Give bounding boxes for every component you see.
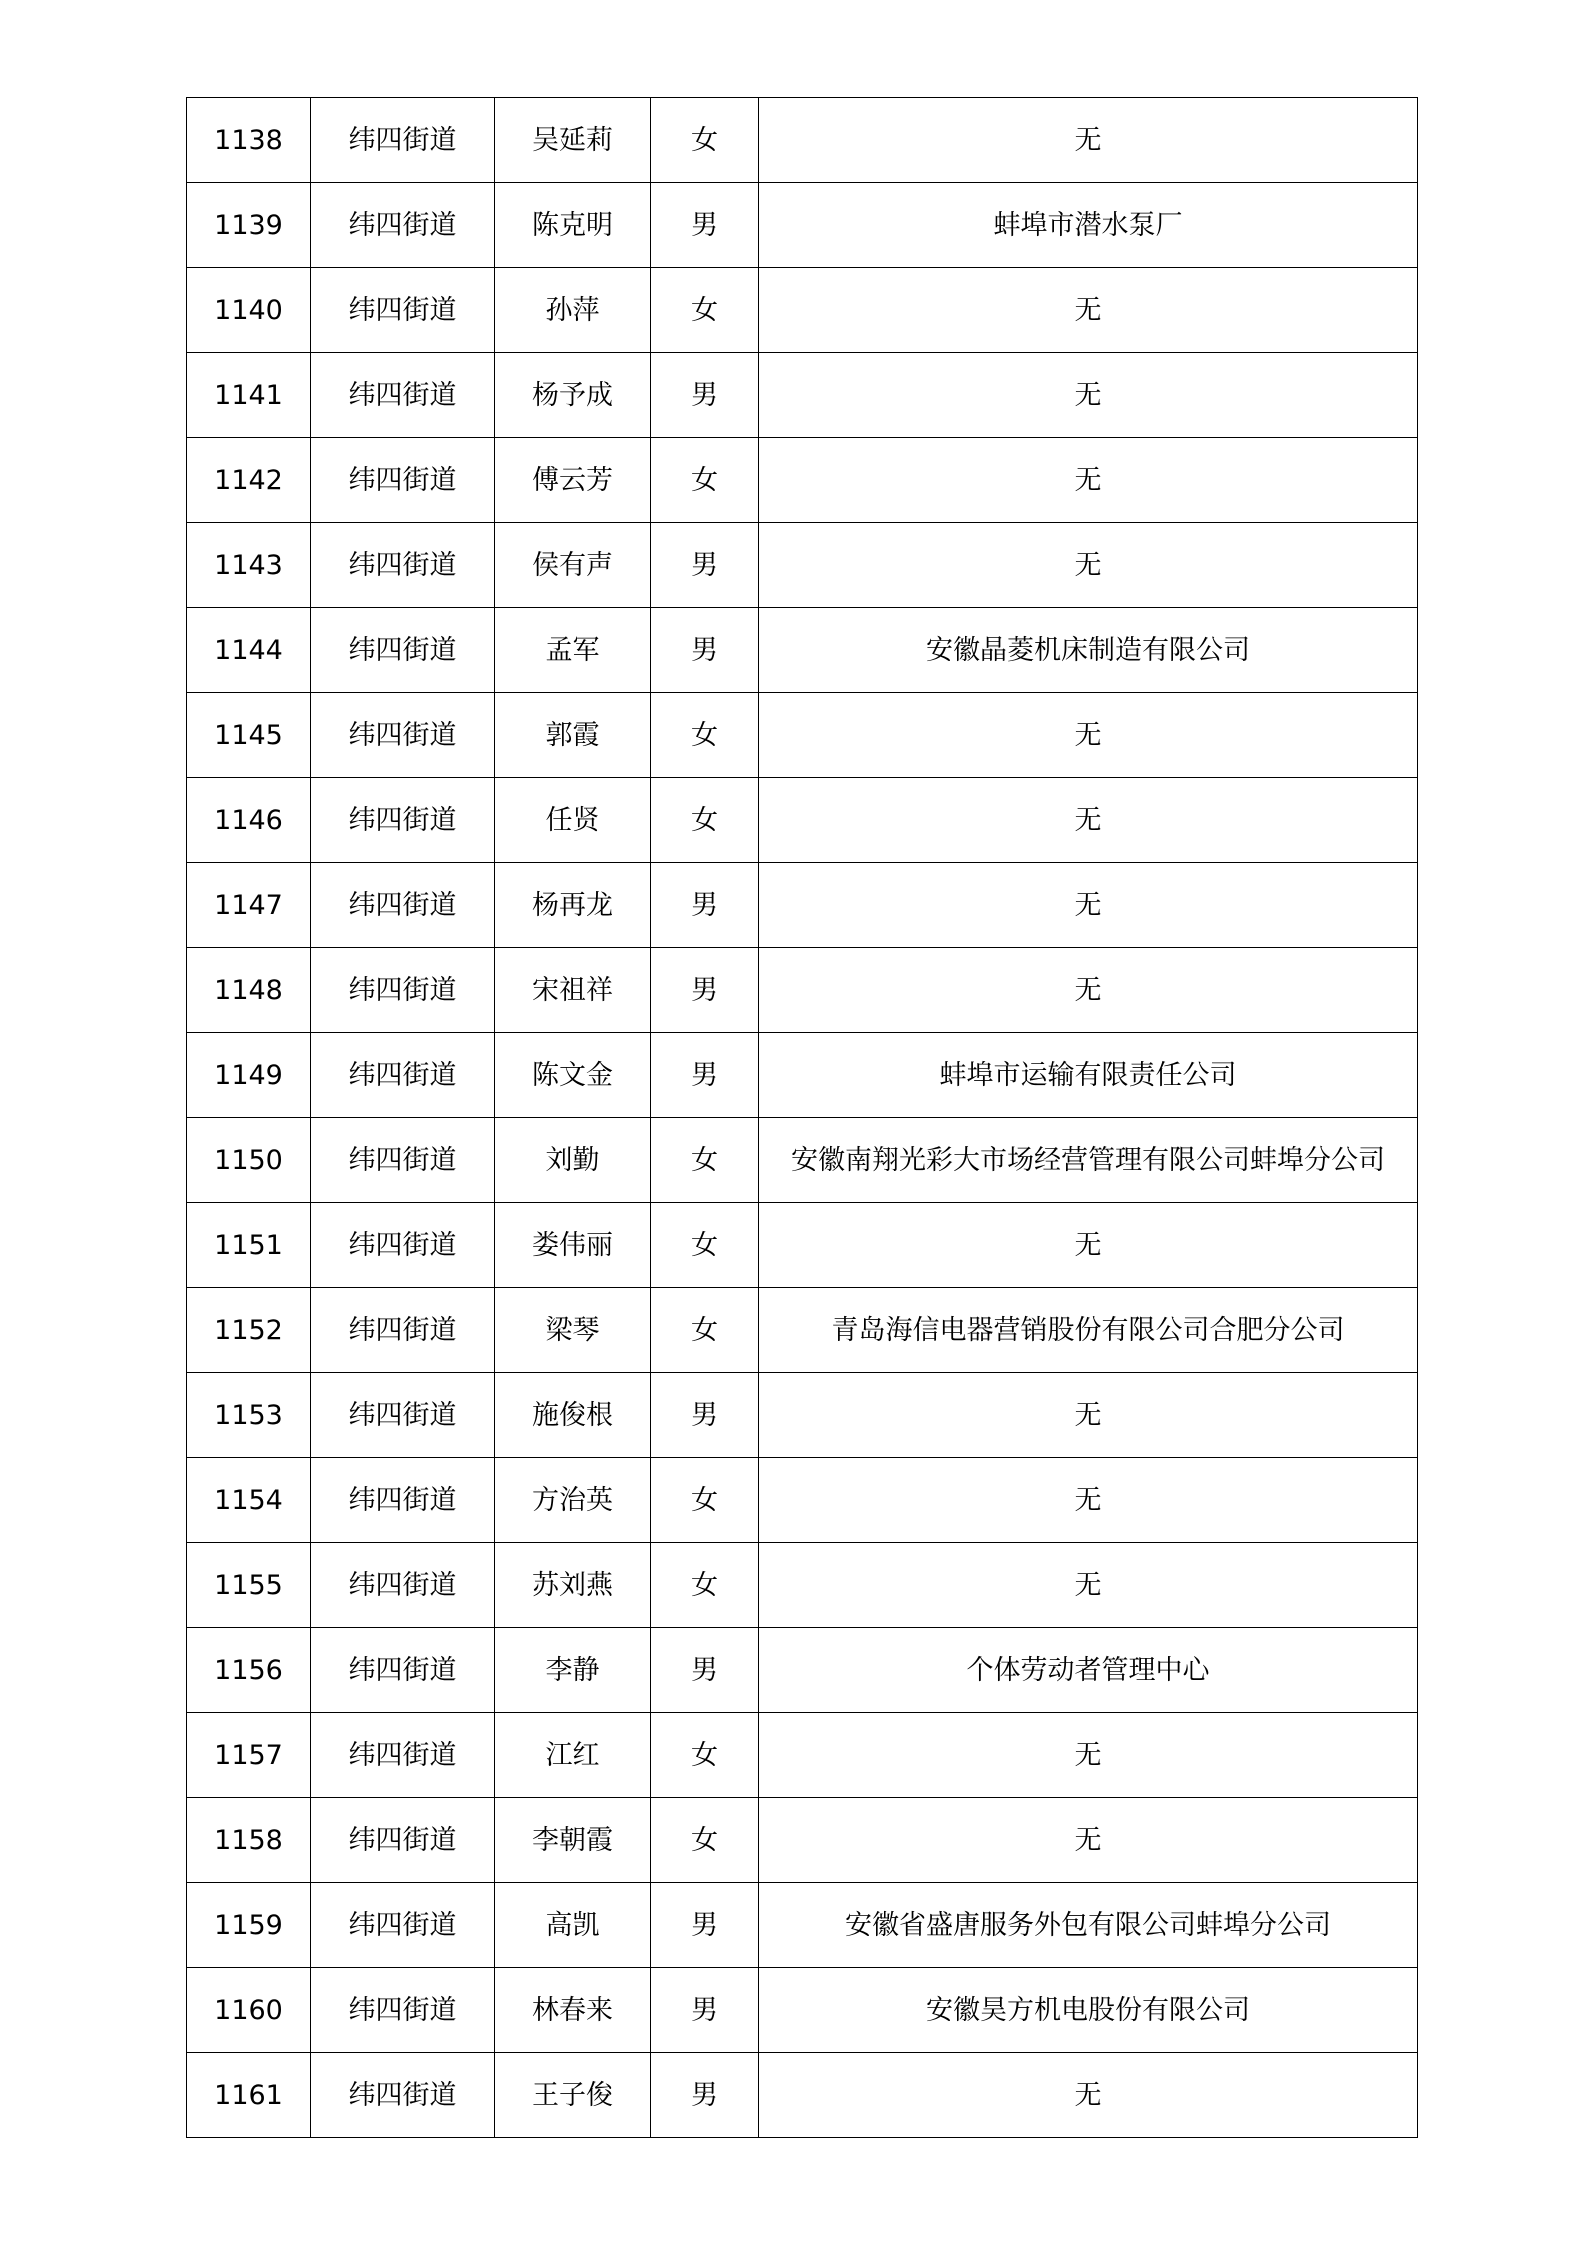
- serial-number-cell: 1138: [187, 98, 311, 183]
- street-cell: 纬四街道: [311, 183, 495, 268]
- organization-cell: 青岛海信电器营销股份有限公司合肥分公司: [759, 1288, 1418, 1373]
- organization-cell: 无: [759, 523, 1418, 608]
- table-row: [187, 1798, 1418, 1883]
- gender-cell: 男: [651, 1628, 759, 1713]
- street-cell: 纬四街道: [311, 353, 495, 438]
- street-cell: 纬四街道: [311, 1373, 495, 1458]
- table-row: [187, 1543, 1418, 1628]
- gender-cell: 男: [651, 353, 759, 438]
- organization-cell: 个体劳动者管理中心: [759, 1628, 1418, 1713]
- table-row: [187, 608, 1418, 693]
- serial-number-cell: 1149: [187, 1033, 311, 1118]
- roster-table: [186, 97, 1418, 2138]
- table-row: [187, 268, 1418, 353]
- name-cell: 侯有声: [495, 523, 651, 608]
- table-row: [187, 2053, 1418, 2138]
- serial-number-cell: 1160: [187, 1968, 311, 2053]
- gender-cell: 女: [651, 1458, 759, 1543]
- gender-cell: 女: [651, 778, 759, 863]
- street-cell: 纬四街道: [311, 1968, 495, 2053]
- name-cell: 刘勤: [495, 1118, 651, 1203]
- street-cell: 纬四街道: [311, 778, 495, 863]
- table-row: [187, 1968, 1418, 2053]
- gender-cell: 女: [651, 1203, 759, 1288]
- name-cell: 任贤: [495, 778, 651, 863]
- gender-cell: 女: [651, 1288, 759, 1373]
- street-cell: 纬四街道: [311, 1288, 495, 1373]
- organization-cell: 无: [759, 438, 1418, 523]
- gender-cell: 女: [651, 98, 759, 183]
- organization-cell: 安徽晶菱机床制造有限公司: [759, 608, 1418, 693]
- serial-number-cell: 1140: [187, 268, 311, 353]
- serial-number-cell: 1152: [187, 1288, 311, 1373]
- name-cell: 江红: [495, 1713, 651, 1798]
- street-cell: 纬四街道: [311, 1033, 495, 1118]
- gender-cell: 男: [651, 523, 759, 608]
- gender-cell: 女: [651, 693, 759, 778]
- name-cell: 娄伟丽: [495, 1203, 651, 1288]
- name-cell: 杨予成: [495, 353, 651, 438]
- serial-number-cell: 1143: [187, 523, 311, 608]
- organization-cell: 无: [759, 98, 1418, 183]
- name-cell: 陈克明: [495, 183, 651, 268]
- name-cell: 郭霞: [495, 693, 651, 778]
- gender-cell: 男: [651, 608, 759, 693]
- table-row: [187, 1288, 1418, 1373]
- serial-number-cell: 1157: [187, 1713, 311, 1798]
- roster-body: [187, 98, 1418, 2138]
- organization-cell: 安徽南翔光彩大市场经营管理有限公司蚌埠分公司: [759, 1118, 1418, 1203]
- name-cell: 高凯: [495, 1883, 651, 1968]
- street-cell: 纬四街道: [311, 863, 495, 948]
- organization-cell: 无: [759, 863, 1418, 948]
- gender-cell: 男: [651, 1373, 759, 1458]
- table-row: [187, 98, 1418, 183]
- table-row: [187, 523, 1418, 608]
- organization-cell: 无: [759, 2053, 1418, 2138]
- gender-cell: 男: [651, 183, 759, 268]
- gender-cell: 女: [651, 268, 759, 353]
- table-row: [187, 1883, 1418, 1968]
- serial-number-cell: 1151: [187, 1203, 311, 1288]
- gender-cell: 女: [651, 1798, 759, 1883]
- gender-cell: 女: [651, 1713, 759, 1798]
- name-cell: 吴延莉: [495, 98, 651, 183]
- serial-number-cell: 1144: [187, 608, 311, 693]
- table-row: [187, 863, 1418, 948]
- table-row: [187, 1033, 1418, 1118]
- name-cell: 苏刘燕: [495, 1543, 651, 1628]
- organization-cell: 无: [759, 1713, 1418, 1798]
- gender-cell: 男: [651, 863, 759, 948]
- street-cell: 纬四街道: [311, 1118, 495, 1203]
- organization-cell: 无: [759, 353, 1418, 438]
- name-cell: 杨再龙: [495, 863, 651, 948]
- organization-cell: 无: [759, 948, 1418, 1033]
- serial-number-cell: 1154: [187, 1458, 311, 1543]
- serial-number-cell: 1142: [187, 438, 311, 523]
- serial-number-cell: 1148: [187, 948, 311, 1033]
- street-cell: 纬四街道: [311, 693, 495, 778]
- street-cell: 纬四街道: [311, 1883, 495, 1968]
- serial-number-cell: 1158: [187, 1798, 311, 1883]
- street-cell: 纬四街道: [311, 608, 495, 693]
- serial-number-cell: 1141: [187, 353, 311, 438]
- table-row: [187, 1713, 1418, 1798]
- serial-number-cell: 1156: [187, 1628, 311, 1713]
- table-row: [187, 183, 1418, 268]
- table-row: [187, 1458, 1418, 1543]
- street-cell: 纬四街道: [311, 523, 495, 608]
- serial-number-cell: 1155: [187, 1543, 311, 1628]
- serial-number-cell: 1150: [187, 1118, 311, 1203]
- organization-cell: 无: [759, 1543, 1418, 1628]
- organization-cell: 无: [759, 1798, 1418, 1883]
- organization-cell: 蚌埠市潜水泵厂: [759, 183, 1418, 268]
- name-cell: 宋祖祥: [495, 948, 651, 1033]
- table-row: [187, 1373, 1418, 1458]
- gender-cell: 女: [651, 438, 759, 523]
- gender-cell: 男: [651, 2053, 759, 2138]
- organization-cell: 无: [759, 1458, 1418, 1543]
- table-row: [187, 948, 1418, 1033]
- organization-cell: 无: [759, 778, 1418, 863]
- table-row: [187, 1203, 1418, 1288]
- street-cell: 纬四街道: [311, 1713, 495, 1798]
- table-row: [187, 1118, 1418, 1203]
- organization-cell: 安徽昊方机电股份有限公司: [759, 1968, 1418, 2053]
- name-cell: 方治英: [495, 1458, 651, 1543]
- serial-number-cell: 1159: [187, 1883, 311, 1968]
- name-cell: 孙萍: [495, 268, 651, 353]
- name-cell: 林春来: [495, 1968, 651, 2053]
- table-row: [187, 438, 1418, 523]
- table-row: [187, 693, 1418, 778]
- name-cell: 梁琴: [495, 1288, 651, 1373]
- gender-cell: 女: [651, 1118, 759, 1203]
- street-cell: 纬四街道: [311, 948, 495, 1033]
- street-cell: 纬四街道: [311, 98, 495, 183]
- table-row: [187, 1628, 1418, 1713]
- table-row: [187, 353, 1418, 438]
- organization-cell: 无: [759, 693, 1418, 778]
- name-cell: 傅云芳: [495, 438, 651, 523]
- name-cell: 施俊根: [495, 1373, 651, 1458]
- name-cell: 陈文金: [495, 1033, 651, 1118]
- name-cell: 李静: [495, 1628, 651, 1713]
- table-row: [187, 778, 1418, 863]
- street-cell: 纬四街道: [311, 268, 495, 353]
- serial-number-cell: 1145: [187, 693, 311, 778]
- serial-number-cell: 1146: [187, 778, 311, 863]
- serial-number-cell: 1147: [187, 863, 311, 948]
- gender-cell: 男: [651, 948, 759, 1033]
- street-cell: 纬四街道: [311, 1458, 495, 1543]
- serial-number-cell: 1161: [187, 2053, 311, 2138]
- name-cell: 王子俊: [495, 2053, 651, 2138]
- organization-cell: 无: [759, 1373, 1418, 1458]
- organization-cell: 无: [759, 268, 1418, 353]
- street-cell: 纬四街道: [311, 1543, 495, 1628]
- name-cell: 孟军: [495, 608, 651, 693]
- name-cell: 李朝霞: [495, 1798, 651, 1883]
- serial-number-cell: 1153: [187, 1373, 311, 1458]
- organization-cell: 无: [759, 1203, 1418, 1288]
- street-cell: 纬四街道: [311, 1203, 495, 1288]
- organization-cell: 蚌埠市运输有限责任公司: [759, 1033, 1418, 1118]
- street-cell: 纬四街道: [311, 1628, 495, 1713]
- street-cell: 纬四街道: [311, 1798, 495, 1883]
- gender-cell: 男: [651, 1033, 759, 1118]
- street-cell: 纬四街道: [311, 2053, 495, 2138]
- street-cell: 纬四街道: [311, 438, 495, 523]
- gender-cell: 男: [651, 1883, 759, 1968]
- gender-cell: 男: [651, 1968, 759, 2053]
- organization-cell: 安徽省盛唐服务外包有限公司蚌埠分公司: [759, 1883, 1418, 1968]
- gender-cell: 女: [651, 1543, 759, 1628]
- serial-number-cell: 1139: [187, 183, 311, 268]
